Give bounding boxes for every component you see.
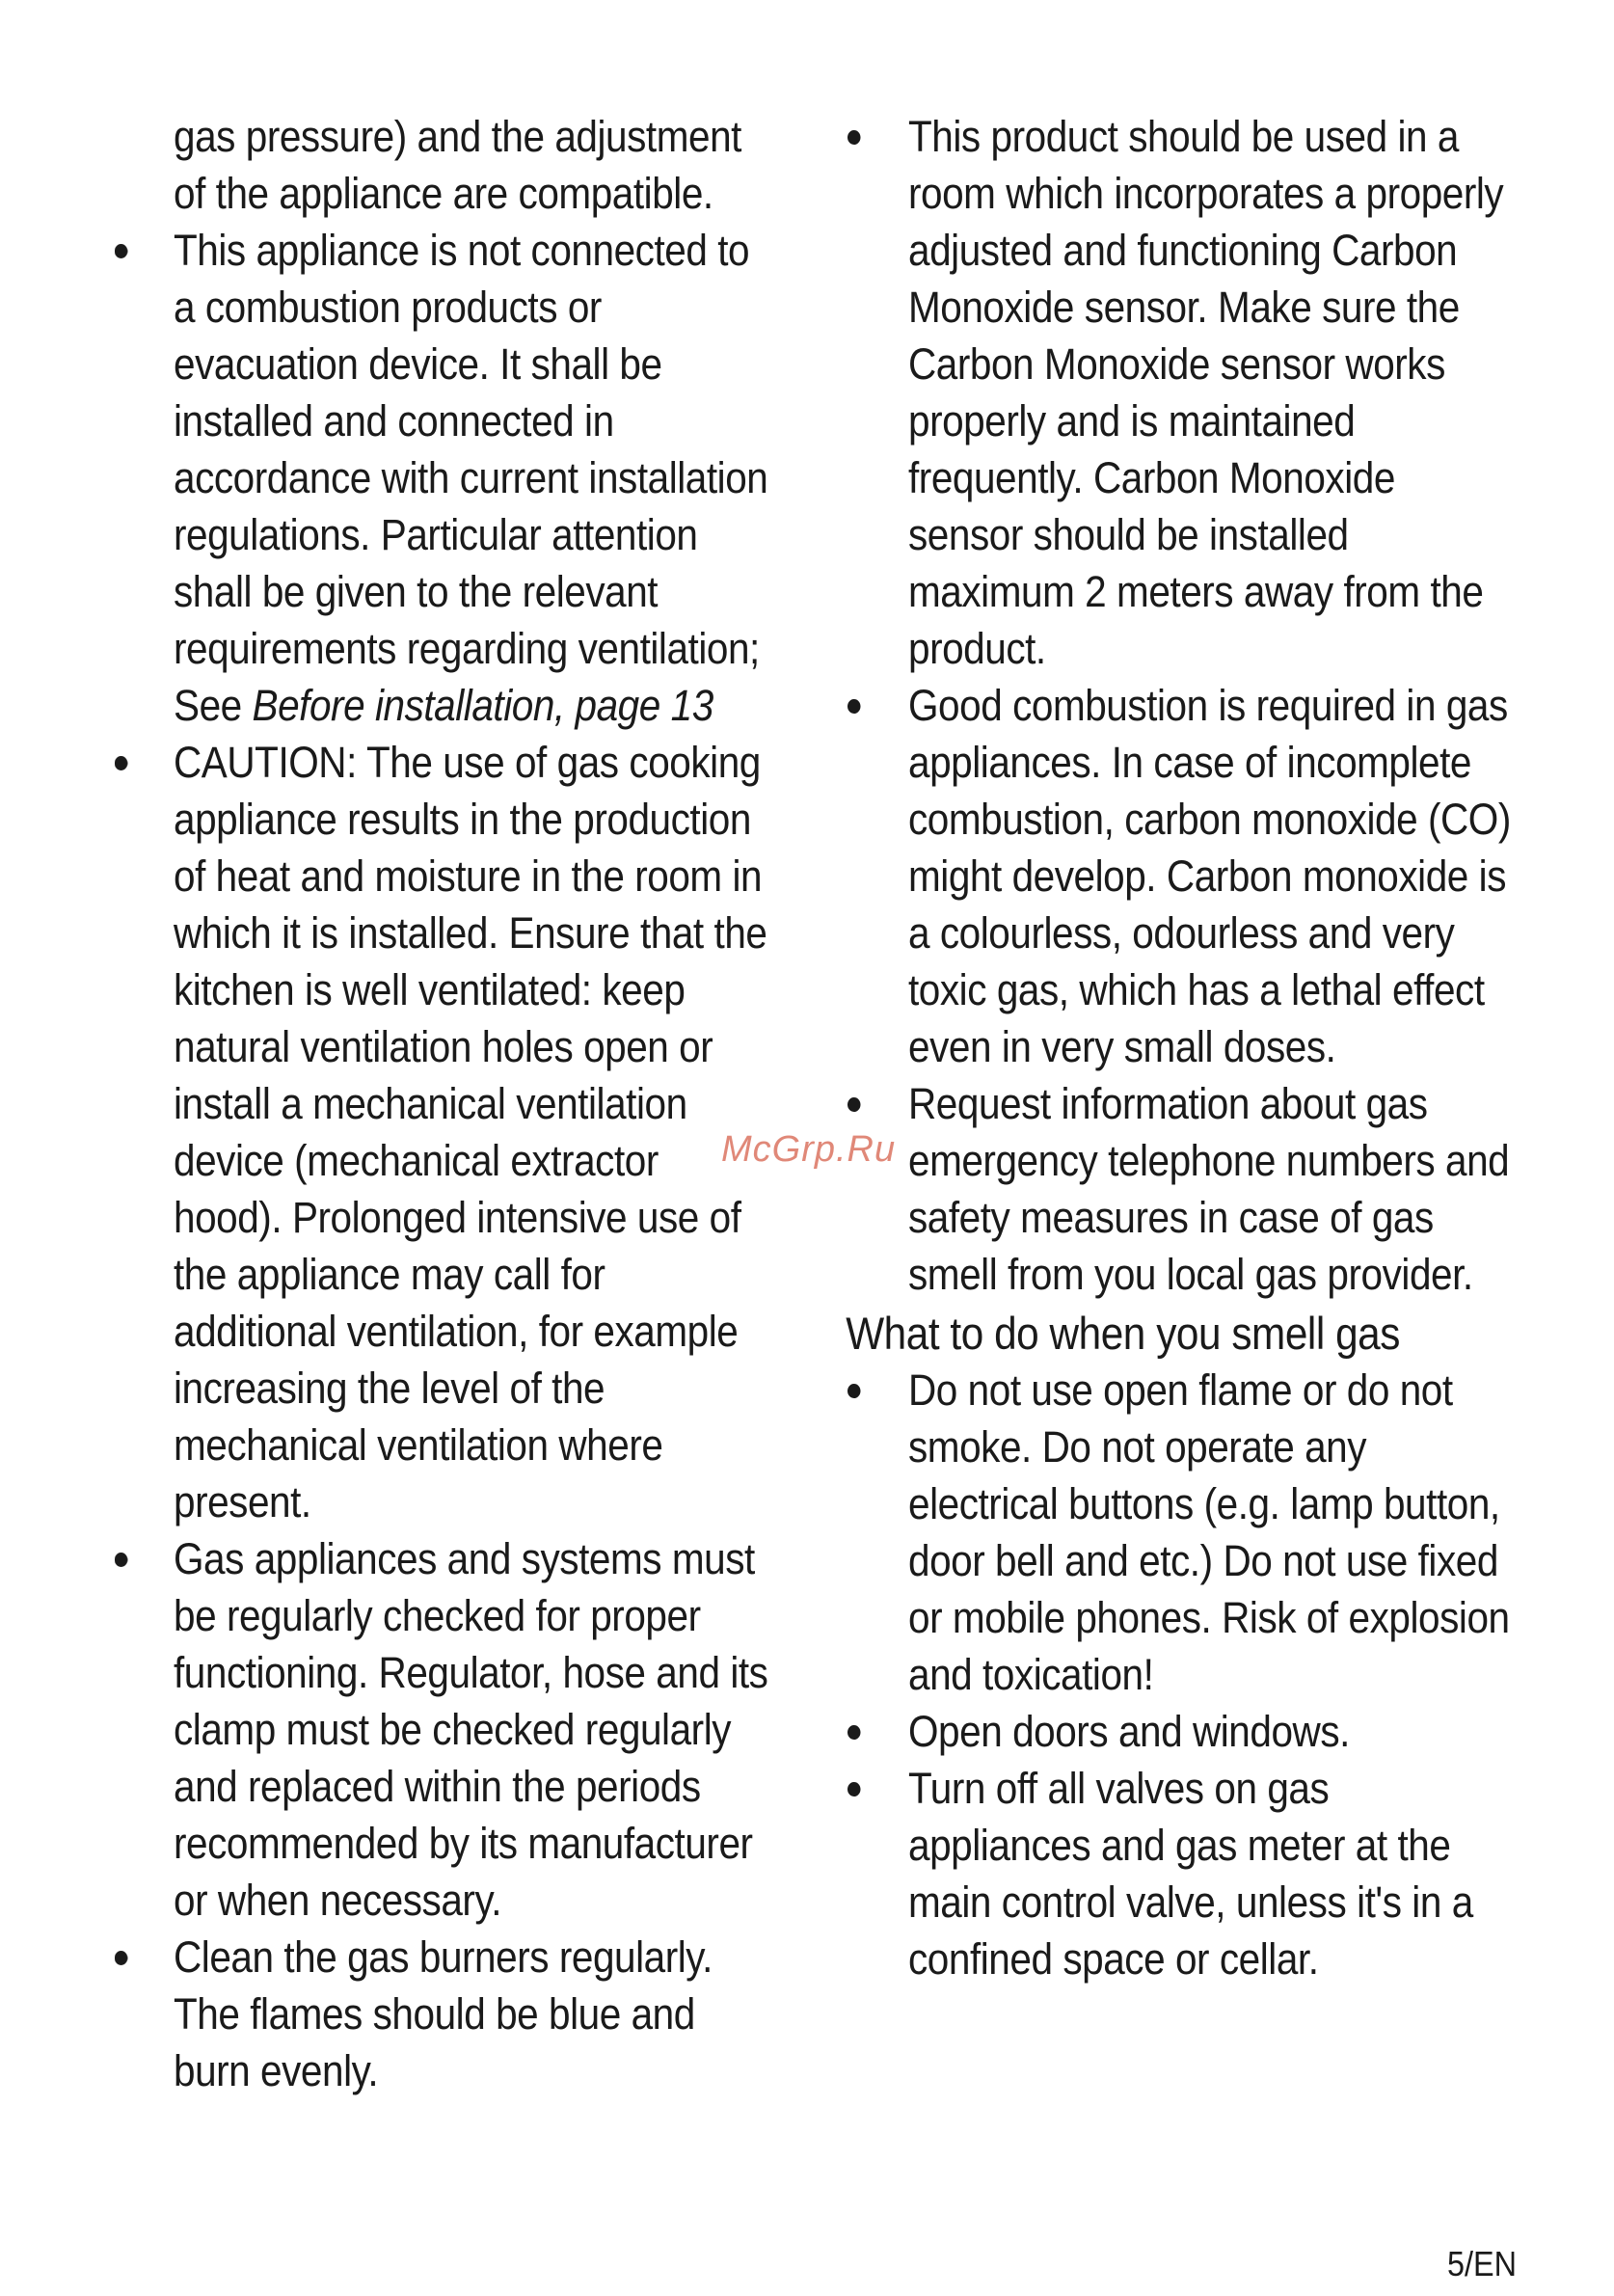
gas-smell-bullet-list bbox=[908, 1362, 1520, 1987]
list-item bbox=[174, 1929, 772, 2099]
right-column bbox=[846, 108, 1520, 1987]
bullet-icon bbox=[115, 244, 128, 258]
bullet-icon bbox=[847, 1725, 861, 1740]
list-item bbox=[174, 1530, 772, 1929]
bullet-icon bbox=[847, 1097, 861, 1112]
right-bullet-list bbox=[908, 108, 1520, 1303]
list-item-text: Request information about gas emergency telephone numbers and safety measures in case of gas smell from you local gas provider. bbox=[908, 1079, 1510, 1299]
list-item bbox=[908, 1703, 1520, 1760]
bullet-icon bbox=[847, 130, 861, 145]
bullet-icon bbox=[847, 1782, 861, 1796]
bullet-icon bbox=[115, 1553, 128, 1567]
list-item-text: CAUTION: The use of gas cooking appliance results in the production of heat and moisture in the room in which it is installed. Ensure that the kitchen is well ventilated: keep natural ventilation holes open or install a mechanical ventilation device (mechanical extractor hood). Prolonged intensive use of the appliance may call for additional ventilation, for example increasing the level of the mechanical ventilation where present. bbox=[174, 738, 767, 1526]
list-item-text: Open doors and windows. bbox=[908, 1707, 1350, 1756]
left-column bbox=[174, 108, 772, 2099]
list-item-text: This appliance is not connected to a combustion products or evacuation device. It shall be installed and connected in accordance with current installation regulations. Particular attention shall be given to the relevant requirements regarding ventilation; See bbox=[174, 226, 768, 730]
list-item-text: Clean the gas burners regularly. The flames should be blue and burn evenly. bbox=[174, 1932, 713, 2095]
continuation-paragraph: gas pressure) and the adjustment of the appliance are compatible. bbox=[174, 112, 741, 218]
list-item bbox=[908, 1760, 1520, 1987]
list-item bbox=[174, 734, 772, 1530]
list-item bbox=[174, 222, 772, 734]
bullet-icon bbox=[847, 699, 861, 714]
list-item bbox=[908, 108, 1520, 677]
left-bullet-list bbox=[174, 222, 772, 2099]
list-item-text: Turn off all valves on gas appliances and gas meter at the main control valve, unless it's in a confined space or cellar. bbox=[908, 1764, 1473, 1984]
section-heading: What to do when you smell gas bbox=[846, 1308, 1400, 1359]
list-item bbox=[908, 677, 1520, 1075]
page-number: 5/EN bbox=[1446, 2244, 1517, 2283]
list-item-text: Good combustion is required in gas appliances. In case of incomplete combustion, carbon monoxide (CO) might develop. Carbon monoxide is a colourless, odourless and very toxic gas, which has a lethal effect even in very small doses. bbox=[908, 681, 1511, 1071]
list-item-text: Gas appliances and systems must be regularly checked for proper functioning. Regulator, hose and its clamp must be checked regularly and replaced within the periods recommended by its manufacturer or when necessary. bbox=[174, 1534, 768, 1925]
bullet-icon bbox=[115, 756, 128, 770]
list-item-text: Do not use open flame or do not smoke. Do not operate any electrical buttons (e.g. lamp button, door bell and etc.) Do not use fixed or mobile phones. Risk of explosion and toxication! bbox=[908, 1365, 1510, 1699]
bullet-icon bbox=[847, 1384, 861, 1398]
cross-reference: Before installation, page 13 bbox=[252, 681, 713, 730]
list-item-text: This product should be used in a room which incorporates a properly adjusted and functioning Carbon Monoxide sensor. Make sure the Carbon Monoxide sensor works properly and is maintained frequently. Carbon Monoxide sensor should be installed maximum 2 meters away from the product. bbox=[908, 112, 1504, 673]
list-item bbox=[908, 1075, 1520, 1303]
bullet-icon bbox=[115, 1951, 128, 1965]
watermark: McGrp.Ru bbox=[721, 1129, 897, 1170]
list-item bbox=[908, 1362, 1520, 1703]
